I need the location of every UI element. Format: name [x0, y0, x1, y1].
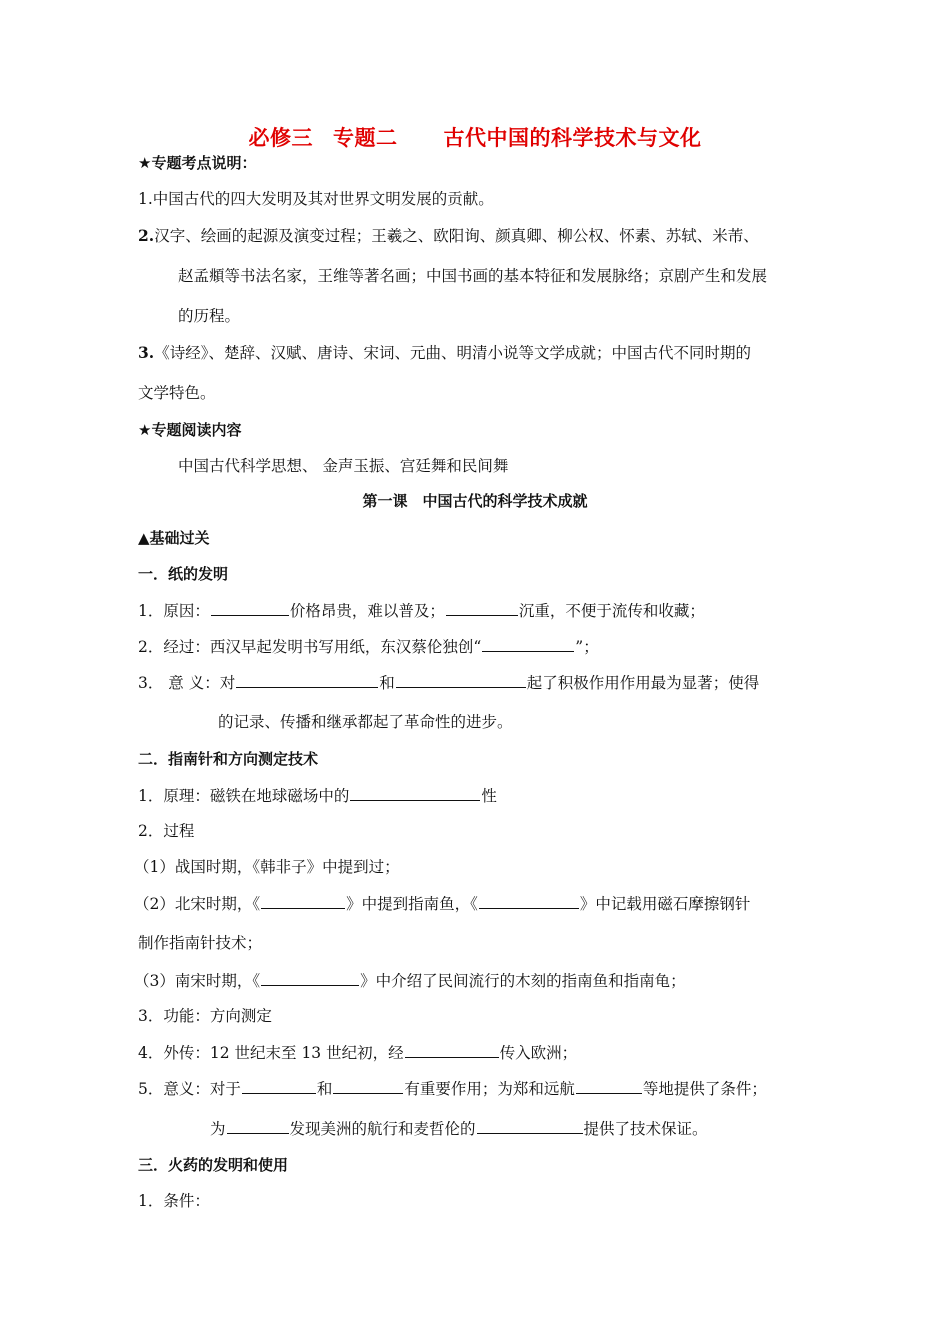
sec2-item-5 — [138, 1077, 767, 1100]
reading-heading: ★专题阅读内容 — [138, 421, 242, 439]
sec2-item-5-line-2-for: 为 — [210, 1120, 226, 1138]
sec1-item-3-and: 和 — [379, 674, 395, 692]
fill-blank[interactable] — [396, 671, 526, 688]
sec1-item-2 — [138, 635, 599, 658]
fill-blank[interactable] — [576, 1077, 642, 1094]
fill-blank[interactable] — [482, 635, 574, 652]
title-part3: 古代中国的科学技术与文化 — [443, 126, 702, 150]
fill-blank[interactable] — [261, 892, 345, 909]
sec1-item-3-line-2: 的记录、传播和继承都起了革命性的进步。 — [218, 713, 513, 731]
sec1-item-1-label: 1．原因： — [138, 602, 210, 620]
exam-point-2-text: 汉字、绘画的起源及演变过程；王羲之、欧阳询、颜真卿、柳公权、怀素、苏轼、米芾、 — [154, 227, 759, 245]
sec2-item-1-end: 性 — [481, 787, 497, 805]
sec2-item-1 — [138, 784, 497, 807]
sec2-sub-2-line-2: 制作指南针技术； — [138, 934, 263, 952]
sec2-sub-2-text-3: 》中记载用磁石摩擦钢针 — [579, 895, 751, 913]
sec2-sub-3 — [134, 969, 686, 992]
sec2-item-5-line-2 — [210, 1117, 708, 1140]
exam-point-1: 1.中国古代的四大发明及其对世界文明发展的贡献。 — [138, 190, 494, 208]
fill-blank[interactable] — [479, 892, 579, 909]
section-3-heading: 三．火药的发明和使用 — [138, 1156, 289, 1174]
sec1-item-1-text: 价格昂贵，难以普及； — [289, 602, 445, 620]
sec2-item-5-and: 和 — [316, 1080, 333, 1098]
sec2-item-1-text: 1．原理：磁铁在地球磁场中的 — [138, 787, 350, 805]
exam-point-3-text: 《诗经》、楚辞、汉赋、唐诗、宋词、元曲、明清小说等文学成就；中国古代不同时期的 — [154, 344, 751, 362]
fill-blank[interactable] — [227, 1117, 289, 1134]
sec1-item-2-end: ”； — [575, 638, 599, 656]
fill-blank[interactable] — [405, 1041, 499, 1058]
sec2-item-2: 2．过程 — [138, 822, 195, 840]
sec1-item-3-label: 3． 意 义：对 — [138, 674, 236, 692]
sec2-item-4 — [138, 1041, 577, 1064]
fill-blank[interactable] — [211, 599, 289, 616]
title-part2: 专题二 — [333, 126, 398, 150]
sec2-item-5-label: 5．意义：对于 — [138, 1080, 241, 1098]
title-part1: 必修三 — [248, 126, 313, 150]
sec1-item-1-text-2: 沉重，不便于流传和收藏； — [518, 602, 705, 620]
lesson-title: 第一课 中国古代的科学技术成就 — [362, 492, 588, 510]
basics-heading: ▲基础过关 — [138, 529, 210, 547]
exam-point-3-line-2: 文学特色。 — [138, 384, 216, 402]
fill-blank[interactable] — [261, 969, 359, 986]
sec2-item-4-end: 传入欧洲； — [499, 1044, 578, 1062]
fill-blank[interactable] — [446, 599, 518, 616]
sec1-item-2-text: 2．经过：西汉早起发明书写用纸，东汉蔡伦独创“ — [138, 638, 482, 656]
exam-point-2-line-3: 的历程。 — [178, 307, 241, 325]
exam-point-2-line-1 — [138, 225, 759, 247]
exam-point-2-line-2: 赵孟頫等书法名家，王维等著名画；中国书画的基本特征和发展脉络；京剧产生和发展 — [178, 267, 768, 285]
fill-blank[interactable] — [477, 1117, 583, 1134]
sec2-item-5-text: 有重要作用；为郑和远航 — [404, 1080, 575, 1098]
sec2-item-5-line-2-text: 发现美洲的航行和麦哲伦的 — [289, 1120, 476, 1138]
fill-blank[interactable] — [350, 784, 480, 801]
section-1-heading: 一．纸的发明 — [138, 565, 229, 583]
fill-blank[interactable] — [333, 1077, 403, 1094]
fill-blank[interactable] — [242, 1077, 316, 1094]
sec2-item-3: 3．功能：方向测定 — [138, 1007, 272, 1025]
page-title — [0, 122, 950, 152]
sec2-sub-2 — [134, 892, 750, 915]
exam-point-3-line-1 — [138, 342, 751, 364]
sec2-sub-3-text: （3）南宋时期，《 — [134, 972, 261, 990]
sec2-item-5-text-2: 等地提供了条件； — [642, 1080, 767, 1098]
exam-point-3-number: 3. — [138, 343, 155, 362]
sec2-sub-1: （1）战国时期，《韩非子》中提到过； — [134, 858, 400, 876]
exam-points-heading: ★专题考点说明： — [138, 154, 257, 172]
reading-content: 中国古代科学思想、 金声玉振、宫廷舞和民间舞 — [178, 457, 509, 475]
exam-point-2-number: 2. — [138, 226, 155, 245]
sec1-item-3-text: 起了积极作用作用最为显著；使得 — [526, 674, 760, 692]
sec3-item-1: 1．条件： — [138, 1192, 210, 1210]
sec2-sub-3-text-2: 》中介绍了民间流行的木刻的指南鱼和指南龟； — [360, 972, 686, 990]
sec2-sub-2-text-2: 》中提到指南鱼，《 — [346, 895, 478, 913]
fill-blank[interactable] — [236, 671, 378, 688]
sec2-item-5-line-2-end: 提供了技术保证。 — [583, 1120, 708, 1138]
sec1-item-1 — [138, 599, 705, 622]
sec2-sub-2-text: （2）北宋时期，《 — [134, 895, 261, 913]
sec1-item-3 — [138, 671, 759, 694]
section-2-heading: 二．指南针和方向测定技术 — [138, 750, 319, 768]
sec2-item-4-text: 4．外传：12 世纪末至 13 世纪初，经 — [138, 1044, 404, 1062]
